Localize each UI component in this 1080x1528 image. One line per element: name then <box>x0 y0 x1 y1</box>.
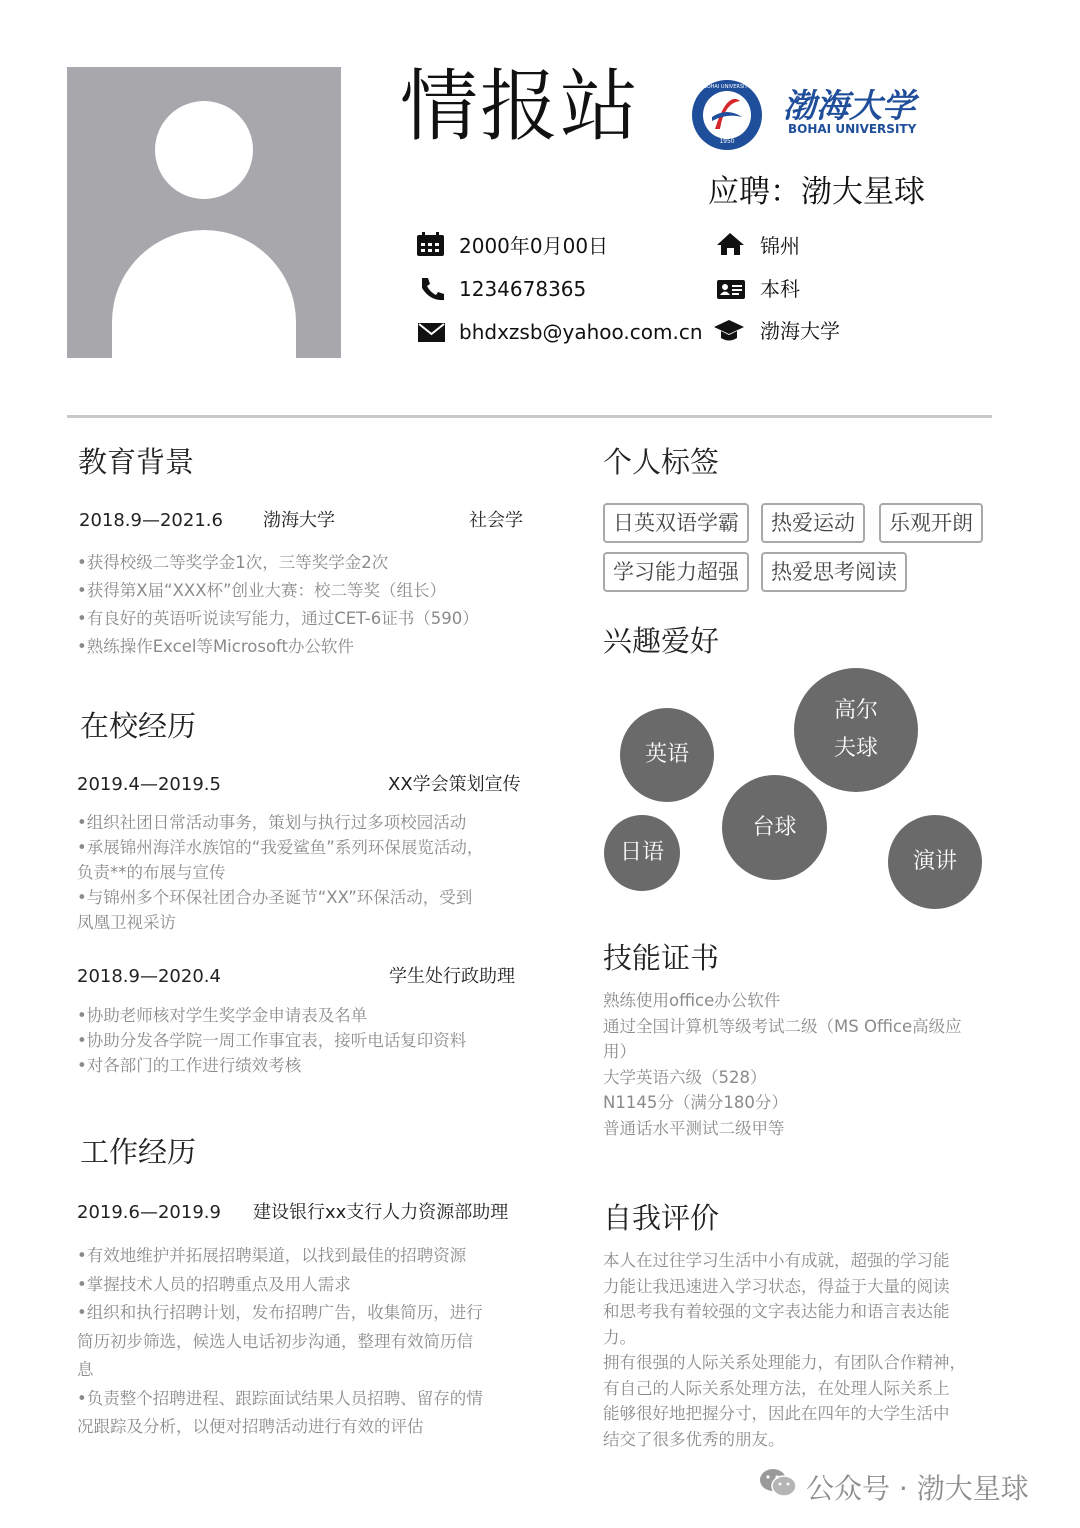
phone-icon <box>418 276 448 306</box>
education-title: 教育背景 <box>78 445 195 479</box>
wechat-icon <box>758 1466 798 1504</box>
skills-title: 技能证书 <box>603 941 720 975</box>
list-item: •承展锦州海洋水族馆的“我爱鲨鱼”系列环保展览活动， <box>77 838 484 857</box>
calendar-icon <box>416 232 446 262</box>
work-period: 2019.6—2019.9 <box>77 1202 221 1223</box>
list-item: 况跟踪及分析，以便对招聘活动进行有效的评估 <box>77 1417 424 1436</box>
home-icon <box>716 231 746 261</box>
list-item: 息 <box>77 1360 94 1379</box>
work-bullets <box>77 1242 537 1442</box>
tag-item: 学习能力超强 <box>603 552 749 592</box>
text-line: 拥有很强的人际关系处理能力，有团队合作精神， <box>603 1353 966 1372</box>
list-item: •有效地维护并拓展招聘渠道，以找到最佳的招聘资源 <box>77 1246 467 1265</box>
hobby-bubble: 日语 <box>604 815 680 891</box>
campus-bullets-1 <box>77 810 537 935</box>
list-item: 用） <box>603 1042 636 1061</box>
apply-position: 应聘：渤大星球 <box>708 174 925 210</box>
watermark-text: 公众号 · 渤大星球 <box>806 1472 1029 1505</box>
work-title: 工作经历 <box>80 1135 197 1169</box>
hobby-bubble: 台球 <box>722 775 827 880</box>
list-item: 负责**的布展与宣传 <box>77 863 226 882</box>
tag-item: 乐观开朗 <box>879 503 983 543</box>
text-line: 能够很好地把握分寸，因此在四年的大学生活中 <box>603 1404 950 1423</box>
self-eval-text <box>603 1248 998 1452</box>
list-item: •对各部门的工作进行绩效考核 <box>77 1056 302 1075</box>
text-line: 力。 <box>603 1327 636 1347</box>
list-item: •与锦州多个环保社团合办圣诞节“XX”环保活动，受到 <box>77 888 473 907</box>
degree: 本科 <box>760 277 800 301</box>
self-eval-title: 自我评价 <box>603 1201 720 1235</box>
phone-number: 1234678365 <box>459 277 587 301</box>
list-item: •获得校级二等奖学金1次，三等奖学金2次 <box>77 553 389 572</box>
graduation-cap-icon <box>714 318 744 348</box>
tag-item: 日英双语学霸 <box>603 503 749 543</box>
birth-date: 2000年0月00日 <box>459 234 609 258</box>
text-line: 本人在过往学习生活中小有成就，超强的学习能 <box>603 1251 950 1270</box>
candidate-name: 情报站 <box>400 62 641 152</box>
skills-list <box>603 988 993 1141</box>
list-item: 通过全国计算机等级考试二级（MS Office高级应 <box>603 1016 962 1036</box>
work-role: 建设银行xx支行人力资源部助理 <box>253 1202 509 1223</box>
mail-icon <box>417 320 447 350</box>
text-line: 和思考我有着较强的文字表达能力和语言表达能 <box>603 1302 950 1321</box>
list-item: •熟练操作Excel等Microsoft办公软件 <box>77 637 355 656</box>
tag-item: 热爱运动 <box>761 503 865 543</box>
list-item: •协助老师核对学生奖学金申请表及名单 <box>77 1006 368 1025</box>
campus-role-1: XX学会策划宣传 <box>388 774 521 795</box>
hobbies-title: 兴趣爱好 <box>603 624 720 658</box>
campus-period-1: 2019.4—2019.5 <box>77 774 221 795</box>
list-item: 凤凰卫视采访 <box>77 913 176 932</box>
list-item: •获得第X届“XXX杯”创业大赛：校二等奖（组长） <box>77 581 447 600</box>
list-item: 熟练使用office办公软件 <box>603 991 781 1010</box>
email-address: bhdxzsb@yahoo.com.cn <box>459 320 703 344</box>
school: 渤海大学 <box>760 319 840 343</box>
list-item: 普通话水平测试二级甲等 <box>603 1118 785 1138</box>
tag-item: 热爱思考阅读 <box>761 552 907 592</box>
campus-role-2: 学生处行政助理 <box>389 966 515 987</box>
list-item: N1145分（满分180分） <box>603 1093 788 1112</box>
svg-text:BOHAI UNIVERSITY: BOHAI UNIVERSITY <box>788 122 917 136</box>
id-card-icon <box>716 276 746 306</box>
avatar-body-shape <box>112 230 296 358</box>
hometown: 锦州 <box>760 234 800 258</box>
header-divider <box>67 415 992 418</box>
list-item: •协助分发各学院一周工作事宜表，接听电话复印资料 <box>77 1031 467 1050</box>
hobby-bubble: 高尔 夫球 <box>794 668 918 792</box>
education-bullets <box>77 550 537 659</box>
avatar-head-shape <box>155 101 253 199</box>
tags-title: 个人标签 <box>603 445 720 479</box>
campus-bullets-2 <box>77 1003 537 1078</box>
campus-title: 在校经历 <box>80 709 197 743</box>
education-school: 渤海大学 <box>263 510 335 531</box>
text-line: 有自己的人际关系处理方法，在处理人际关系上 <box>603 1378 950 1398</box>
education-period: 2018.9—2021.6 <box>79 510 223 531</box>
text-line: 结交了很多优秀的朋友。 <box>603 1429 785 1449</box>
university-seal-icon <box>690 77 940 153</box>
campus-period-2: 2018.9—2020.4 <box>77 966 221 987</box>
university-logo <box>690 77 940 153</box>
list-item: •负责整个招聘进程、跟踪面试结果人员招聘、留存的情 <box>77 1388 483 1408</box>
text-line: 力能让我迅速进入学习状态，得益于大量的阅读 <box>603 1276 950 1296</box>
svg-text:BOHAI UNIVERSITY: BOHAI UNIVERSITY <box>703 84 751 90</box>
profile-photo <box>67 67 341 358</box>
svg-text:渤海大学: 渤海大学 <box>783 86 915 125</box>
svg-text:1950: 1950 <box>719 138 735 145</box>
education-major: 社会学 <box>469 510 523 531</box>
list-item: 大学英语六级（528） <box>603 1067 767 1087</box>
hobby-bubble: 英语 <box>620 708 714 802</box>
list-item: •组织和执行招聘计划，发布招聘广告，收集简历，进行 <box>77 1303 483 1322</box>
list-item: •掌握技术人员的招聘重点及用人需求 <box>77 1274 351 1294</box>
hobby-bubble: 演讲 <box>888 815 982 909</box>
list-item: •有良好的英语听说读写能力，通过CET-6证书（590） <box>77 609 479 628</box>
list-item: •组织社团日常活动事务，策划与执行过多项校园活动 <box>77 813 467 832</box>
list-item: 简历初步筛选，候选人电话初步沟通，整理有效简历信 <box>77 1331 473 1351</box>
